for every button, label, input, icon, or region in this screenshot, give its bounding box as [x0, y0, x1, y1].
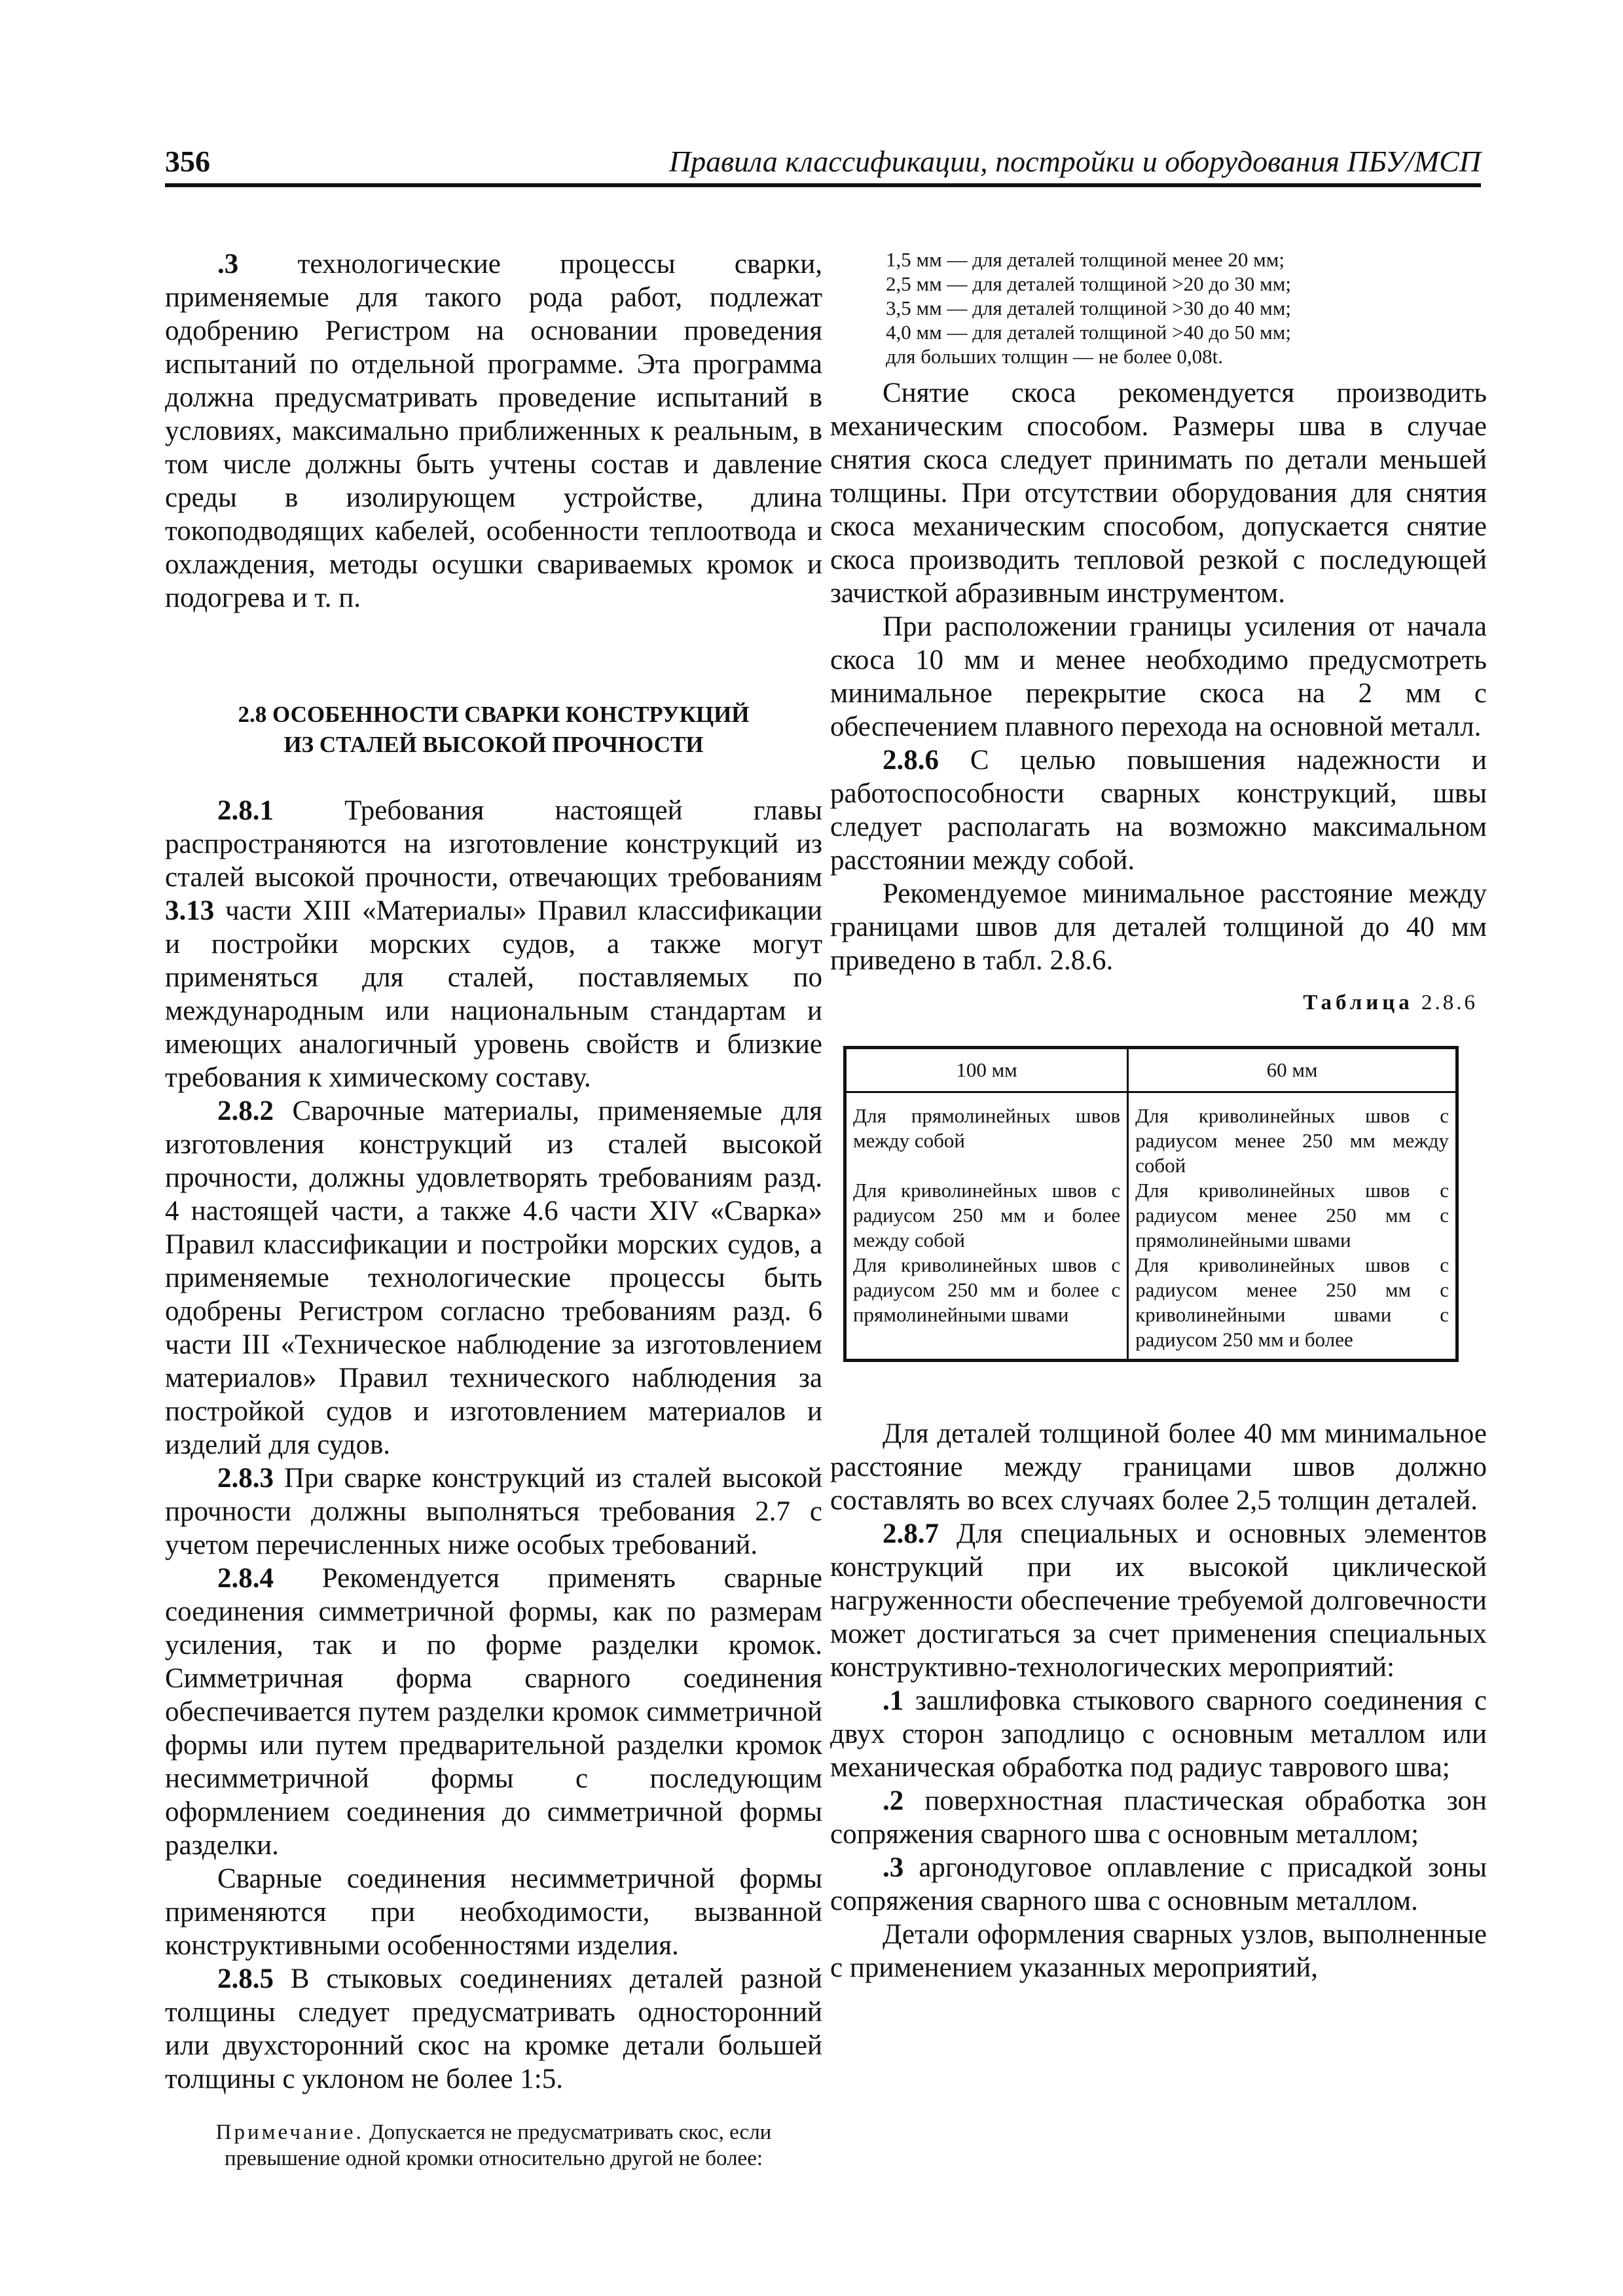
paragraph-text: Требования настоящей главы распространяются на изготовление конструкций из сталей высокой прочности, отвечающих требованиям: [165, 795, 822, 893]
item-number: .2: [883, 1785, 904, 1816]
section-heading-line-2: ИЗ СТАЛЕЙ ВЫСОКОЙ ПРОЧНОСТИ: [283, 732, 704, 757]
page-header: [165, 137, 1481, 187]
tolerance-list: [886, 247, 1487, 368]
seam-distance-table: [843, 1046, 1459, 1362]
table-cell-item: Для прямолинейных швов между собой: [853, 1104, 1121, 1152]
paragraph-details: Детали оформления сварных узлов, выполненные с применением указанных мероприятий,: [830, 1919, 1487, 1983]
list-item-2: [830, 1784, 1487, 1851]
paragraph-bevel-removal: Снятие скоса рекомендуется производить механическим способом. Размеры шва в случае снятия скоса следует принимать по детали меньшей толщины. При отсутствии оборудования для снятия скоса механическим способом, допускается снятие скоса производить тепловой резкой с последующей зачисткой абразивным инструментом.: [830, 378, 1487, 609]
table-header-60mm: 60 мм: [1128, 1048, 1457, 1092]
paragraph-2-8-4: [165, 1562, 822, 1862]
paragraph-recommended: Рекомендуемое минимальное расстояние между границами швов для деталей толщиной до 40 мм приведено в табл. 2.8.6.: [830, 878, 1487, 976]
paragraph-text: Сварочные материалы, применяемые для изготовления конструкций из сталей высокой прочности, должны удовлетворять требованиям разд. 4 настоящей части, а также 4.6 части XIV «Сварка» Правил классификации и постройки морских судов, а применяемые технологические процессы быть одобрены Регистром согласно требованиям разд. 6 части III «Техническое наблюдение за изготовлением материалов» Правил технического наблюдения за постройкой судов и изготовлением материалов и изделий для судов.: [165, 1096, 823, 1460]
table-caption: [830, 986, 1478, 1020]
page-number: 356: [165, 145, 210, 178]
table-cell-item: Для криволинейных швов с радиусом 250 мм и более с прямолинейными швами: [853, 1253, 1121, 1326]
list-item-3: [830, 1851, 1487, 1918]
table-cell-item: Для криволинейных швов с радиусом менее 250 мм с прямолинейными швами: [1135, 1179, 1449, 1251]
table-caption-number: 2.8.6: [1421, 991, 1478, 1014]
tolerance-item: 4,0 мм — для деталей толщиной >40 до 50 мм;: [886, 321, 1291, 344]
table-cell-item: Для криволинейных швов с радиусом менее 250 мм между собой: [1135, 1104, 1449, 1177]
paragraph-over-40mm: Для деталей толщиной более 40 мм минимальное расстояние между границами швов должно составлять во всех случаях более 2,5 толщин деталей.: [830, 1418, 1487, 1516]
paragraph-overlap: При расположении границы усиления от начала скоса 10 мм и менее необходимо предусмотреть минимальное перекрытие скоса на 2 мм с обеспечением плавного перехода на основной металл.: [830, 611, 1487, 742]
clause-number: 2.8.7: [883, 1518, 939, 1549]
running-title: Правила классификации, постройки и оборудования ПБУ/МСП: [668, 145, 1481, 178]
paragraph-text: Для специальных и основных элементов конструкций при их высокой циклической нагруженности обеспечение требуемой долговечности может достигаться за счет применения специальных конструктивно-технологических мероприятий:: [830, 1518, 1487, 1683]
list-item-1: [830, 1684, 1487, 1784]
paragraph-2-8-2: [165, 1094, 822, 1462]
paragraph-text: Рекомендуется применять сварные соединения симметричной формы, как по размерам усиления, так и по форме разделки кромок. Симметричная форма сварного соединения обеспечивается путем разделки кромок симметричной формы или путем предварительной разделки кромок несимметричной формы с последующим оформлением соединения до симметричной формы разделки.: [165, 1563, 822, 1861]
tolerance-item: 3,5 мм — для деталей толщиной >30 до 40 мм;: [886, 296, 1291, 319]
item-number: .3: [883, 1852, 904, 1883]
note-label: Примечание.: [215, 2121, 364, 2144]
clause-number: 2.8.1: [217, 795, 274, 826]
table-cell-item: Для криволинейных швов с радиусом 250 мм и более между собой: [853, 1179, 1121, 1251]
note-text: Допускается не предусматривать скос, если превышение одной кромки относительно другой не более:: [224, 2121, 772, 2170]
table-caption-word: Таблица: [1303, 991, 1413, 1014]
paragraph-intro: [165, 247, 822, 615]
right-column: [830, 247, 1487, 1984]
table-cell-100mm: [845, 1092, 1128, 1361]
section-heading: [165, 700, 822, 760]
item-number: .1: [883, 1685, 904, 1716]
clause-reference: 3.13: [165, 895, 215, 926]
clause-number: 2.8.6: [883, 745, 939, 776]
tolerance-item: 1,5 мм — для деталей толщиной менее 20 мм;: [886, 248, 1285, 271]
table-cell-60mm: [1128, 1092, 1457, 1361]
note: [165, 2119, 822, 2172]
paragraph-text: При сварке конструкций из сталей высокой прочности должны выполняться требования 2.7 с учетом перечисленных ниже особых требований.: [165, 1463, 822, 1560]
left-column: [165, 247, 822, 2172]
clause-number: 2.8.3: [217, 1463, 274, 1494]
table-header-100mm: 100 мм: [845, 1048, 1128, 1092]
table-header-row: [845, 1048, 1457, 1092]
paragraph-text: С целью повышения надежности и работоспособности сварных конструкций, швы следует располагать на возможно максимальном расстоянии между собой.: [830, 745, 1487, 876]
clause-number: 2.8.5: [217, 1964, 274, 1994]
paragraph-2-8-7: [830, 1517, 1487, 1684]
clause-number: 2.8.4: [217, 1563, 274, 1594]
paragraph-2-8-3: [165, 1462, 822, 1562]
list-item-text: поверхностная пластическая обработка зон сопряжения сварного шва с основным металлом;: [830, 1785, 1487, 1850]
paragraph-text: части XIII «Материалы» Правил классификации и постройки морских судов, а также могут применяться для сталей, поставляемых по международным или национальным стандартам и имеющих аналогичный уровень свойств и близкие требования к химическому составу.: [165, 895, 822, 1093]
paragraph-text: технологические процессы сварки, применяемые для такого рода работ, подлежат одобрению Регистром на основании проведения испытаний по отдельной программе. Эта программа должна предусматривать проведение испытаний в условиях, максимально приближенных к реальным, в том числе должны быть учтены состав и давление среды в изолирующем устройстве, длина токоподводящих кабелей, особенности теплоотвода и охлаждения, методы осушки свариваемых кромок и подогрева и т. п.: [165, 249, 822, 613]
paragraph-asymmetric: Сварные соединения несимметричной формы применяются при необходимости, вызванной конструктивными особенностями изделия.: [165, 1863, 822, 1961]
tolerance-item: 2,5 мм — для деталей толщиной >20 до 30 мм;: [886, 272, 1291, 295]
clause-number: 2.8.2: [217, 1096, 274, 1126]
paragraph-text: В стыковых соединениях деталей разной толщины следует предусматривать односторонний или двухсторонний скос на кромке детали большей толщины с уклоном не более 1:5.: [165, 1964, 822, 2094]
paragraph-2-8-5: [165, 1962, 822, 2096]
paragraph-2-8-6: [830, 744, 1487, 877]
tolerance-item: для больших толщин — не более 0,08t.: [886, 345, 1223, 368]
list-item-text: зашлифовка стыкового сварного соединения с двух сторон заподлицо с основным металлом или механическая обработка под радиус таврового шва;: [830, 1685, 1487, 1783]
section-heading-line-1: 2.8 ОСОБЕННОСТИ СВАРКИ КОНСТРУКЦИЙ: [238, 702, 750, 727]
table-row: [845, 1092, 1457, 1361]
paragraph-2-8-1: [165, 794, 822, 1094]
item-number: .3: [217, 249, 239, 279]
list-item-text: аргонодуговое оплавление с присадкой зоны сопряжения сварного шва с основным металлом.: [830, 1852, 1487, 1916]
table-cell-item: Для криволинейных швов с радиусом менее 250 мм с криволинейными швами с радиусом 250 мм и более: [1135, 1253, 1449, 1351]
